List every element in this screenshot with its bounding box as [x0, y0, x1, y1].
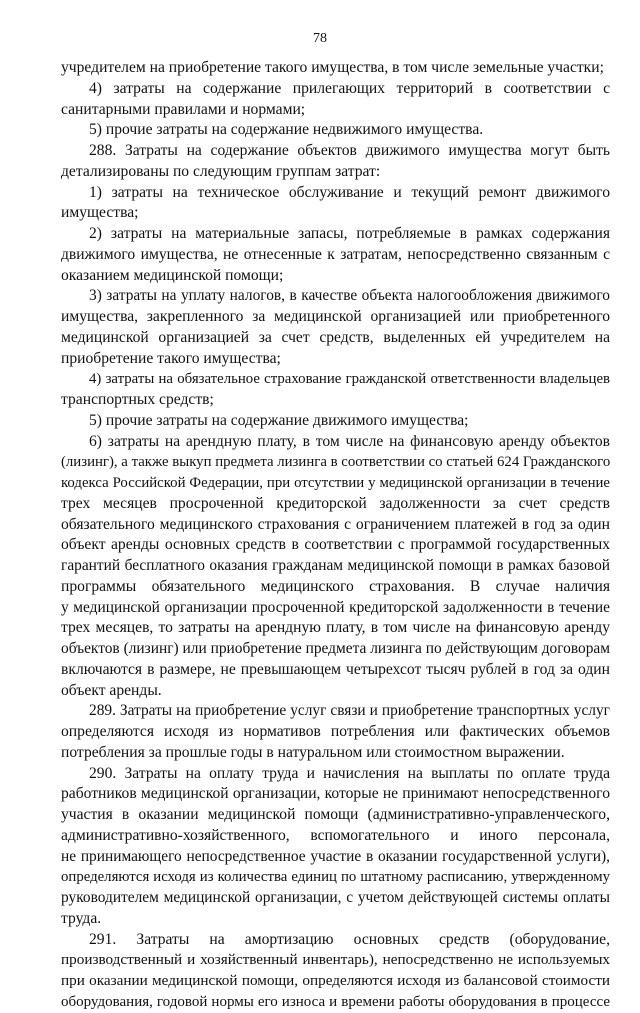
text-line: 288. Затраты на содержание объектов движимого имущества могут быть: [89, 142, 610, 159]
text-line: у медицинской организации просроченной кредиторской задолженности в течение: [61, 598, 610, 616]
text-line: (лизинг), а также выкуп предмета лизинга в соответствии со статьей 624 Гражданского: [61, 454, 611, 471]
text-line: программы обязательного медицинского страхования. В случае наличия: [61, 577, 610, 595]
text-line: оборудования, годовой нормы его износа и времени работы оборудования в процессе: [61, 993, 610, 1010]
text-line: не принимающего непосредственное участие в оказании государственной услуги),: [61, 847, 610, 865]
text-line: 2) затраты на материальные запасы, потребляемые в рамках содержания: [89, 225, 610, 242]
text-line: транспортных средств;: [61, 391, 214, 408]
page-number: 78: [313, 31, 327, 46]
text-line: 3) затраты на уплату налогов, в качестве объекта налогообложения движимого: [89, 287, 610, 305]
text-line: трех месяцев просроченной кредиторской задолженности за счет средств: [61, 494, 610, 512]
text-line: объект аренды основных средств в соответствии с программой государственных: [61, 536, 610, 554]
text-line: 5) прочие затраты на содержание движимого имущества;: [89, 411, 469, 429]
text-line: кодекса Российской Федерации, при отсутствии у медицинской организации в течение: [61, 475, 610, 491]
text-line: 4) затраты на содержание прилегающих территорий в соответствии с: [89, 79, 610, 97]
text-line: 4) затраты на обязательное страхование гражданской ответственности владельцев: [89, 371, 610, 388]
text-line: имущества;: [61, 204, 139, 222]
text-line: движимого имущества, не отнесенные к затратам, непосредственно связанным с: [61, 245, 610, 263]
text-line: приобретение такого имущества;: [61, 349, 281, 367]
text-line: включаются в размере, не превышающем четырехсот тысяч рублей в год за один: [61, 660, 610, 678]
text-line: труда.: [61, 909, 102, 927]
text-line: определяются исходя из нормативов потребления или фактических объемов: [61, 723, 610, 740]
text-line: оказанием медицинской помощи;: [61, 266, 284, 284]
text-line: детализированы по следующим группам затрат:: [61, 162, 381, 180]
text-line: медицинской организацией за счет средств, выделенных ей учредителем на: [61, 328, 610, 346]
text-line: учредителем на приобретение такого имущества, в том числе земельные участки;: [61, 59, 604, 76]
text-line: потребления за прошлые годы в натуральном или стоимостном выражении.: [61, 743, 565, 761]
text-line: 6) затраты на арендную плату, в том числе на финансовую аренду объектов: [89, 432, 610, 450]
text-line: объектов (лизинг) или приобретение предмета лизинга по действующим договорам: [61, 640, 610, 657]
text-line: трех месяцев, то затраты на арендную плату, в том числе на финансовую аренду: [61, 619, 610, 637]
text-line: гарантий бесплатного оказания гражданам медицинской помощи в рамках базовой: [61, 557, 610, 574]
text-line: объект аренды.: [61, 681, 162, 699]
text-line: административно-хозяйственного, вспомогательного и иного персонала,: [61, 826, 610, 844]
text-line: при оказании медицинской помощи, определяются исходя из балансовой стоимости: [61, 972, 610, 989]
document-body: [61, 58, 610, 1013]
text-line: определяются исходя из количества единиц по штатному расписанию, утвержденному: [61, 869, 610, 886]
text-line: 5) прочие затраты на содержание недвижимого имущества.: [89, 121, 484, 139]
text-line: участия в оказании медицинской помощи (административно-управленческого,: [61, 806, 610, 823]
text-line: работников медицинской организации, которые не принимают непосредственного: [61, 785, 610, 803]
text-line: 1) затраты на техническое обслуживание и текущий ремонт движимого: [89, 183, 610, 201]
text-line: санитарными правилами и нормами;: [61, 100, 306, 118]
text-line: производственный и хозяйственный инвентарь), непосредственно не используемых: [61, 951, 610, 969]
text-line: 290. Затраты на оплату труда и начисления на выплаты по оплате труда: [89, 764, 610, 782]
text-line: руководителем медицинской организации, с учетом действующей системы оплаты: [61, 889, 610, 906]
text-line: 291. Затраты на амортизацию основных средств (оборудование,: [89, 930, 610, 948]
text-line: имущества, закрепленного за медицинской организацией или приобретенного: [61, 308, 610, 325]
text-line: 289. Затраты на приобретение услуг связи и приобретение транспортных услуг: [89, 702, 610, 720]
text-line: обязательного медицинского страхования с ограничением платежей в год за один: [61, 515, 610, 533]
